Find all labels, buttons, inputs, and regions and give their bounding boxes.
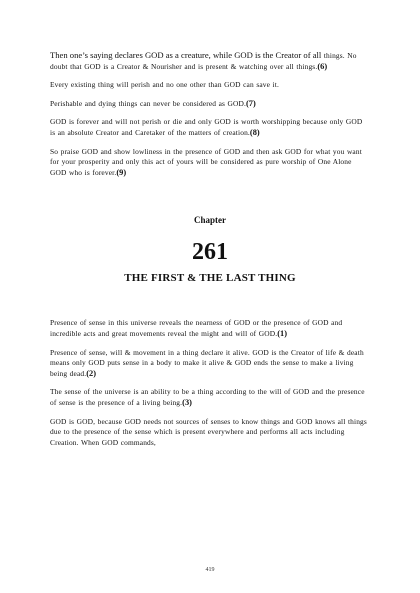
verse-reference: (1) bbox=[277, 328, 288, 338]
verse-reference: (9) bbox=[116, 167, 127, 177]
paragraph-god-is-forever bbox=[50, 117, 370, 138]
paragraph-text: The sense of the universe is an ability to be a thing according to the will of GOD and the presence of sense is the presence of a living being. bbox=[50, 387, 365, 407]
paragraph-text: So praise GOD and show lowliness in the presence of GOD and then ask GOD for what you want for your prosperity and only this act of yours will be considered as pure worship of One Alone GOD who is forever. bbox=[50, 146, 362, 177]
paragraph-sense-of-universe bbox=[50, 387, 370, 408]
paragraph-text: Presence of sense in this universe reveals the nearness of GOD or the presence of GOD and incredible acts and great movements reveal the might and will of GOD. bbox=[50, 318, 343, 338]
paragraph-perishable-things bbox=[50, 99, 370, 110]
paragraph-presence-of-sense bbox=[50, 318, 370, 339]
paragraph-god-is-god bbox=[50, 417, 370, 449]
verse-reference: (6) bbox=[317, 61, 328, 71]
paragraph-life-and-death bbox=[50, 348, 370, 380]
chapter-number: 261 bbox=[192, 239, 228, 266]
chapter-heading bbox=[50, 215, 370, 285]
paragraph-text: GOD is forever and will not perish or die and only GOD is worth worshipping because only GOD is an absolute Creator and Caretaker of the matters of creation. bbox=[50, 117, 363, 137]
verse-reference: (8) bbox=[249, 127, 260, 137]
paragraph-every-thing-perishes bbox=[50, 80, 370, 91]
paragraph-text: things. No doubt that GOD is a Creator & Nourisher and is present & watching over all things. bbox=[50, 51, 357, 71]
verse-reference: (3) bbox=[182, 397, 192, 407]
paragraph-text: GOD is GOD, because GOD needs not sources of senses to know things and GOD knows all things due to the presence of the sense which is present everywhere and performs all acts including Creation. When GOD commands, bbox=[50, 416, 367, 447]
paragraph-praise-god bbox=[50, 147, 370, 179]
verse-reference: (2) bbox=[86, 368, 96, 378]
verse-reference: (7) bbox=[246, 98, 256, 108]
paragraph-text: Every existing thing will perish and no one other than GOD can save it. bbox=[50, 80, 279, 90]
paragraph-text: Presence of sense, will & movement in a thing declare it alive. GOD is the Creator of life & death means only GOD puts sense in a body to make it alive & GOD ends the sense to make a living being dead. bbox=[50, 347, 364, 378]
paragraph-first-line: Then one’s saying declares GOD as a creature, while GOD is the Creator of all bbox=[50, 50, 322, 60]
paragraph-text: Perishable and dying things can never be considered as GOD. bbox=[50, 98, 247, 108]
page-number: 419 bbox=[205, 567, 215, 573]
chapter-title: THE FIRST & THE LAST THING bbox=[124, 272, 296, 285]
chapter-label: Chapter bbox=[194, 215, 226, 226]
paragraph-creator-of-all bbox=[50, 50, 370, 72]
